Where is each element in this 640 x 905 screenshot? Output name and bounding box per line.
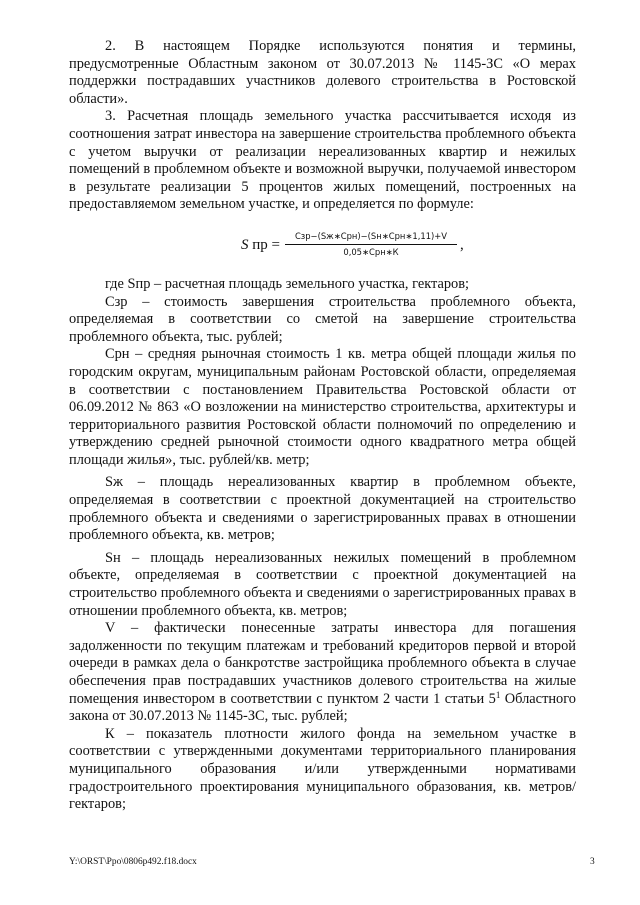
definition-sn: Sн – площадь нереализованных нежилых помещений в проблемном объекте, определяемая в соответствии с проектной документацией на строительство проблемного объекта и сведениями о зарегистрированных правах в отношении проблемного объекта, кв. метров; (69, 549, 576, 619)
formula-fraction (285, 231, 457, 258)
footer-page-number: 3 (590, 857, 595, 867)
document-body (69, 38, 576, 814)
definition-szr: Сзр – стоимость завершения строительства проблемного объекта, определяемая в соответствии со сметой на завершение строительства проблемного объекта, тыс. рублей; (69, 293, 576, 345)
definition-szh: Sж – площадь нереализованных квартир в проблемном объекте, определяемая в соответствии с проектной документацией на строительство проблемного объекта и сведениями о зарегистрированных правах в отношении проблемного объекта, кв. метров; (69, 474, 576, 544)
formula-denominator: 0,05∗Срн∗К (343, 246, 399, 257)
definition-spr: где Sпр – расчетная площадь земельного участка, гектаров; (105, 275, 470, 292)
definition-v-text: V – фактически понесенные затраты инвестора для погашения задолженности по текущим платежам и требований кредиторов первой и второй очереди в рамках дела о банкротстве застройщика проблемного объекта в случае обеспечения прав пострадавших участников долевого строительства на жилые помещения инвестором в соответствии с пунктом 2 части 1 статьи 5 (69, 620, 576, 707)
definition-k: К – показатель плотности жилого фонда на земельном участке в соответствии с утвержденными документами территориального планирования муниципального образования и/или утвержденными нормативами градостроительного проектирования муниципального образования, кв. метров/гектаров; (69, 725, 576, 813)
area-formula (69, 214, 576, 276)
definition-srn: Срн – средняя рыночная стоимость 1 кв. метра общей площади жилья по городским округам, муниципальным районам Ростовской области, определяемая в соответствии с постановлением Правительства Ростовской области от 06.09.2012 № 863 «О возложении на министерство строительства, архитектуры и территориального развития Ростовской области полномочий по определению и утверждению средней рыночной стоимости одного квадратного метра общей площади жилья», тыс. рублей/кв. метр; (69, 346, 576, 468)
formula-equals: = (271, 236, 280, 253)
formula-lhs-symbol: S (241, 236, 249, 253)
footer-file-path: Y:\ORST\Ppo\0806p492.f18.docx (69, 857, 197, 867)
formula-lhs (241, 236, 280, 254)
formula-trailing-comma: , (460, 236, 464, 253)
definition-v-superscript: 1 (495, 689, 501, 700)
definition-v-text-end: Областного закона от 30.07.2013 № 1145-ЗС, тыс. рублей; (69, 690, 576, 725)
formula-numerator: Сзр−(Sж∗Срн)−(Sн∗Срн∗1,11)+V (285, 231, 457, 245)
paragraph-3: 3. Расчетная площадь земельного участка рассчитывается исходя из соотношения затрат инвестора на завершение строительства проблемного объекта с учетом выручки от реализации нереализованных квартир и нежилых помещений в проблемном объекте и возможной выручки, получаемой инвестором в результате реализации 5 процентов жилых помещений, построенных на предоставляемом земельном участке, и определяется по формуле: (69, 108, 576, 213)
paragraph-2: 2. В настоящем Порядке используются понятия и термины, предусмотренные Областным законом от 30.07.2013 № 1145-ЗС «О мерах поддержки пострадавших участников долевого строительства в Ростовской области». (69, 38, 576, 107)
definition-v (69, 620, 576, 726)
formula-lhs-subscript: пр (252, 236, 268, 253)
